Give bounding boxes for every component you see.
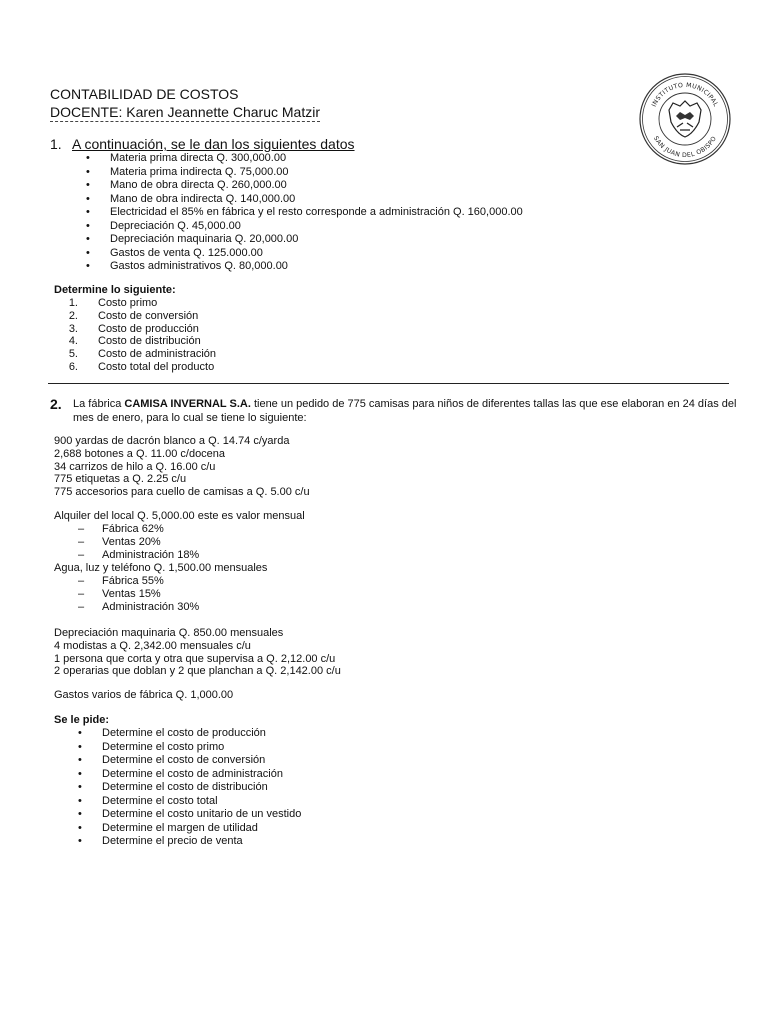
labor-list xyxy=(54,627,341,678)
svg-text:INSTITUTO MUNICIPAL xyxy=(651,82,720,108)
list-item: 4. Costo de distribución xyxy=(68,335,201,348)
given-data-list xyxy=(86,152,523,274)
list-item: – Fábrica 62% xyxy=(78,523,199,536)
list-item: 2. Costo de conversión xyxy=(68,309,199,322)
utilities-split-list xyxy=(78,575,199,614)
list-item: – Ventas 20% xyxy=(78,536,199,549)
rent-line: Alquiler del local Q. 5,000.00 este es valor mensual xyxy=(54,510,305,522)
list-item: • Depreciación Q. 45,000.00 xyxy=(86,220,523,234)
list-item: • Determine el precio de venta xyxy=(78,835,301,849)
seal-text-bottom: SAN JUAN DEL OBISPO xyxy=(651,135,719,160)
teacher-line xyxy=(50,104,320,120)
list-item: 2,688 botones a Q. 11.00 c/docena xyxy=(54,447,226,460)
school-seal-icon xyxy=(638,72,732,166)
document-title: CONTABILIDAD DE COSTOS xyxy=(50,86,239,102)
section-1-heading xyxy=(50,136,355,152)
list-item: • Determine el costo de producción xyxy=(78,727,301,741)
list-item: – Administración 18% xyxy=(78,549,199,562)
list-item: • Materia prima directa Q. 300,000.00 xyxy=(86,152,523,166)
list-item: 4 modistas a Q. 2,342.00 mensuales c/u xyxy=(54,639,251,652)
list-item: • Materia prima indirecta Q. 75,000.00 xyxy=(86,166,523,180)
list-item: – Ventas 15% xyxy=(78,588,199,601)
misc-expenses: Gastos varios de fábrica Q. 1,000.00 xyxy=(54,689,234,701)
utilities-line: Agua, luz y teléfono Q. 1,500.00 mensuales xyxy=(54,562,268,574)
list-item: 3. Costo de producción xyxy=(68,322,199,335)
list-item: – Fábrica 55% xyxy=(78,575,199,588)
list-item: • Determine el margen de utilidad xyxy=(78,822,301,836)
list-item: • Depreciación maquinaria Q. 20,000.00 xyxy=(86,233,523,247)
list-item: – Administración 30% xyxy=(78,601,199,614)
list-item: • Determine el costo total xyxy=(78,795,301,809)
list-item: • Determine el costo unitario de un vestido xyxy=(78,808,301,822)
materials-list xyxy=(54,435,310,499)
list-item: 1. Costo primo xyxy=(68,297,158,309)
list-item: • Determine el costo de distribución xyxy=(78,781,301,795)
section-2-number: 2. xyxy=(50,396,62,412)
list-item: • Determine el costo de administración xyxy=(78,768,301,782)
section-1-title: A continuación, se le dan los siguientes datos xyxy=(72,136,355,152)
list-item: • Gastos administrativos Q. 80,000.00 xyxy=(86,260,523,274)
determine-heading: Determine lo siguiente: xyxy=(54,284,176,296)
list-item: 775 accesorios para cuello de camisas a Q. 5.00 c/u xyxy=(54,486,310,499)
list-item: • Mano de obra directa Q. 260,000.00 xyxy=(86,179,523,193)
rent-split-list xyxy=(78,523,199,562)
determine-list xyxy=(54,297,216,374)
asks-list xyxy=(78,727,301,849)
list-item: 5. Costo de administración xyxy=(68,348,217,361)
asks-heading: Se le pide: xyxy=(54,714,110,726)
list-item: 34 carrizos de hilo a Q. 16.00 c/u xyxy=(54,460,216,473)
list-item: 2 operarias que doblan y 2 que planchan a Q. 2,142.00 c/u xyxy=(54,665,341,678)
list-item: • Determine el costo de conversión xyxy=(78,754,301,768)
list-item: 1 persona que corta y otra que supervisa a Q. 2,12.00 c/u xyxy=(54,652,336,665)
seal-text-top: INSTITUTO MUNICIPAL xyxy=(650,81,720,109)
list-item: • Determine el costo primo xyxy=(78,741,301,755)
section-divider xyxy=(48,383,729,384)
teacher-name: DOCENTE: Karen Jeannette Charuc Matzir xyxy=(50,104,320,120)
list-item: 6. Costo total del producto xyxy=(68,360,215,373)
list-item: 775 etiquetas a Q. 2.25 c/u xyxy=(54,473,187,486)
list-item: 900 yardas de dacrón blanco a Q. 14.74 c/yarda xyxy=(54,435,290,447)
list-item: Depreciación maquinaria Q. 850.00 mensuales xyxy=(54,627,284,639)
list-item: • Gastos de venta Q. 125.000.00 xyxy=(86,247,523,261)
section-2-intro: La fábrica CAMISA INVERNAL S.A. tiene un pedido de 775 camisas para niños de diferentes tallas las que ese elaboran en 24 días del mes de enero, para lo cual se tiene lo siguiente: xyxy=(73,398,737,424)
section-1-number: 1. xyxy=(50,136,62,152)
company-name: CAMISA INVERNAL S.A. xyxy=(124,398,251,410)
list-item: • Mano de obra indirecta Q. 140,000.00 xyxy=(86,193,523,207)
svg-text:SAN JUAN DEL OBISPO xyxy=(652,135,718,159)
list-item: • Electricidad el 85% en fábrica y el resto corresponde a administración Q. 160,000.00 xyxy=(86,206,523,220)
